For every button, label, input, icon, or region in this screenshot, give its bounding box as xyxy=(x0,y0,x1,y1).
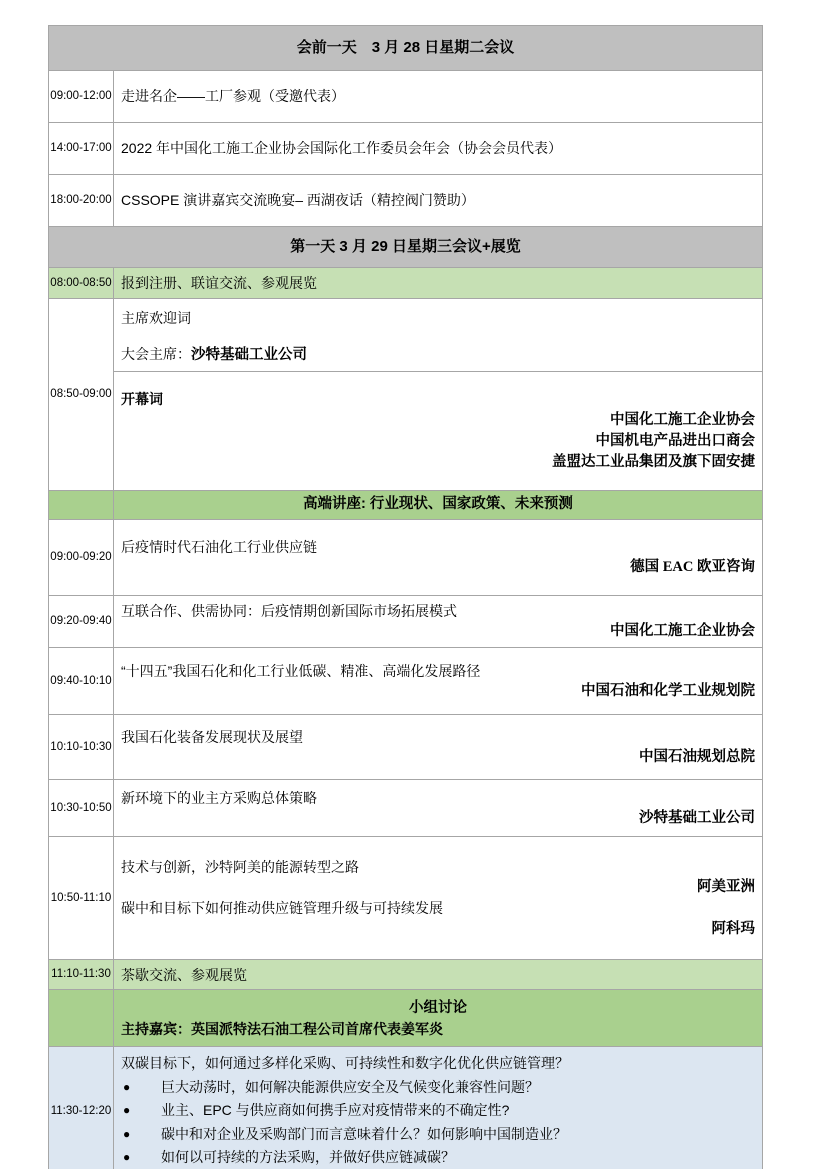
speaker-org: 沙特基础工业公司 xyxy=(639,809,755,826)
double-talk-cell xyxy=(114,837,763,960)
discussion-bullet xyxy=(121,1123,755,1147)
talk-title: 后疫情时代石油化工行业供应链 xyxy=(121,538,317,555)
day1-header: 第一天 3 月 29 日星期三会议+展览 xyxy=(49,227,763,268)
time-cell: 08:00-08:50 xyxy=(49,268,114,299)
time-cell: 11:10-11:30 xyxy=(49,960,114,990)
time-cell: 11:30-12:20 xyxy=(49,1047,114,1169)
time-cell: 14:00-17:00 xyxy=(49,123,114,175)
discussion-bullet-text: 业主、EPC 与供应商如何携手应对疫情带来的不确定性? xyxy=(161,1102,510,1119)
time-cell: 10:50-11:10 xyxy=(49,837,114,960)
talk-cell xyxy=(114,596,763,648)
panel-title: 小组讨论 xyxy=(409,999,467,1016)
discussion-bullet-text: 巨大动荡时，如何解决能源供应安全及气候变化兼容性问题？ xyxy=(161,1078,539,1095)
time-cell: 09:00-09:20 xyxy=(49,520,114,596)
time-cell: 09:40-10:10 xyxy=(49,648,114,715)
opening-org: 盖盟达工业品集团及旗下固安捷 xyxy=(552,453,755,470)
panel-band-time-cell xyxy=(49,990,114,1047)
time-cell: 10:10-10:30 xyxy=(49,715,114,780)
session-title: 走进名企——工厂参观（受邀代表） xyxy=(114,71,763,123)
discussion-bullet xyxy=(121,1099,755,1123)
speaker-org: 中国石油和化学工业规划院 xyxy=(581,682,755,699)
agenda-table xyxy=(48,25,763,1169)
bullet-icon: ● xyxy=(123,1150,131,1165)
discussion-bullet-text: 碳中和对企业及采购部门而言意味着什么？如何影响中国制造业？ xyxy=(161,1125,567,1142)
speaker-org: 中国石油规划总院 xyxy=(639,748,755,765)
chair-line xyxy=(121,344,755,366)
chair-label: 大会主席： xyxy=(121,346,191,363)
discussion-bullet xyxy=(121,1076,755,1100)
discussion-bullet xyxy=(121,1146,755,1169)
talk-title: 新环境下的业主方采购总体策略 xyxy=(121,789,317,806)
opening-org: 中国化工施工企业协会 xyxy=(610,411,755,428)
time-cell: 18:00-20:00 xyxy=(49,175,114,227)
bullet-icon: ● xyxy=(123,1126,131,1141)
talk-cell xyxy=(114,648,763,715)
registration-title: 报到注册、联谊交流、参观展览 xyxy=(114,268,763,299)
panel-moderator: 主持嘉宾：英国派特法石油工程公司首席代表姜军炎 xyxy=(121,1020,443,1037)
opening-title: 开幕词 xyxy=(121,391,163,408)
bullet-icon: ● xyxy=(123,1079,131,1094)
welcome-title: 主席欢迎词 xyxy=(121,309,191,326)
time-cell: 08:50-09:00 xyxy=(49,299,114,491)
bullet-icon: ● xyxy=(123,1103,131,1118)
time-cell: 09:20-09:40 xyxy=(49,596,114,648)
time-cell: 09:00-12:00 xyxy=(49,71,114,123)
talk-title: 我国石化装备发展现状及展望 xyxy=(121,728,303,745)
lecture-band-title: 高端讲座: 行业现状、国家政策、未来预测 xyxy=(114,491,763,520)
tea-break-title: 茶歇交流、参观展览 xyxy=(114,960,763,990)
preday-header: 会前一天 3 月 28 日星期二会议 xyxy=(49,26,763,71)
opening-cell xyxy=(114,372,763,491)
talk-title: 技术与创新，沙特阿美的能源转型之路 xyxy=(121,859,359,875)
discussion-cell xyxy=(114,1047,763,1169)
talk-title: 互联合作、供需协同：后疫情期创新国际市场拓展模式 xyxy=(121,603,457,619)
opening-org: 中国机电产品进出口商会 xyxy=(595,432,755,449)
welcome-cell xyxy=(114,299,763,372)
lecture-band-time-cell xyxy=(49,491,114,520)
speaker-org: 阿科玛 xyxy=(711,920,755,937)
talk-cell xyxy=(114,520,763,596)
chair-org: 沙特基础工业公司 xyxy=(191,347,307,364)
talk-cell xyxy=(114,780,763,837)
discussion-lead: 双碳目标下，如何通过多样化采购、可持续性和数字化优化供应链管理？ xyxy=(121,1055,569,1072)
speaker-org: 阿美亚洲 xyxy=(697,879,755,896)
discussion-bullet-text: 如何以可持续的方法采购，并做好供应链减碳？ xyxy=(161,1149,455,1166)
speaker-org: 中国化工施工企业协会 xyxy=(610,623,755,640)
talk-title: “十四五”我国石化和化工行业低碳、精准、高端化发展路径 xyxy=(121,662,481,679)
talk-cell xyxy=(114,715,763,780)
speaker-org: 德国 EAC 欧亚咨询 xyxy=(630,559,755,576)
panel-cell xyxy=(114,990,763,1047)
time-cell: 10:30-10:50 xyxy=(49,780,114,837)
talk-title: 碳中和目标下如何推动供应链管理升级与可持续发展 xyxy=(121,900,443,917)
session-title: CSSOPE 演讲嘉宾交流晚宴– 西湖夜话（精控阀门赞助） xyxy=(114,175,763,227)
session-title: 2022 年中国化工施工企业协会国际化工作委员会年会（协会会员代表） xyxy=(114,123,763,175)
